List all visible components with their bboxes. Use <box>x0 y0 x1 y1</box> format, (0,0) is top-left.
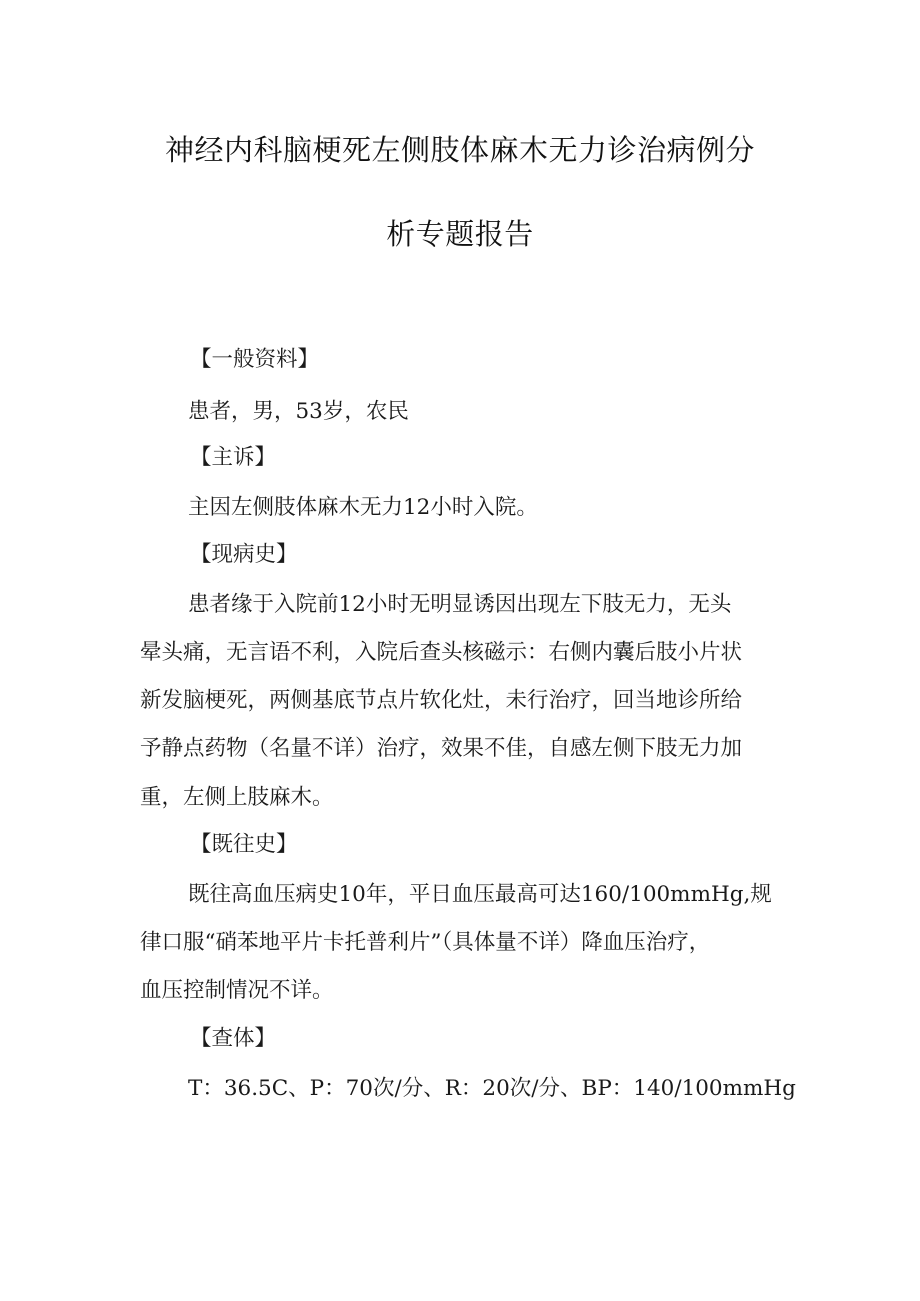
present-illness-line: 新发脑梗死，两侧基底节点片软化灶，未行治疗，回当地诊所给 <box>140 688 743 713</box>
document-title-line-1: 神经内科脑梗死左侧肢体麻木无力诊治病例分 <box>164 133 755 167</box>
present-illness-line: 重，左侧上肢麻木。 <box>140 785 334 810</box>
chief-complaint-line: 主因左侧肢体麻木无力12小时入院。 <box>188 495 538 520</box>
physical-exam-line: T：36.5C、P：70次/分、R：20次/分、BP：140/100mmHg <box>188 1076 796 1101</box>
section-heading-physical-exam: 【查体】 <box>190 1026 277 1051</box>
general-info-line: 患者，男，53岁，农民 <box>188 399 409 424</box>
past-history-line: 既往高血压病史10年，平日血压最高可达160/100mmHg,规 <box>188 882 772 907</box>
past-history-line: 血压控制情况不详。 <box>140 978 334 1003</box>
present-illness-line: 患者缘于入院前12小时无明显诱因出现左下肢无力，无头 <box>188 592 732 617</box>
section-heading-chief-complaint: 【主诉】 <box>190 445 277 470</box>
present-illness-line: 予静点药物（名量不详）治疗，效果不佳，自感左侧下肢无力加 <box>140 736 743 761</box>
past-history-line: 律口服“硝苯地平片卡托普利片”（具体量不详）降血压治疗， <box>140 930 711 955</box>
section-heading-past-history: 【既往史】 <box>190 832 298 857</box>
document-title-line-2: 析专题报告 <box>386 217 534 251</box>
section-heading-general: 【一般资料】 <box>190 347 320 372</box>
present-illness-line: 晕头痛，无言语不利，入院后查头核磁示：右侧内囊后肢小片状 <box>140 640 743 665</box>
section-heading-present-illness: 【现病史】 <box>190 542 298 567</box>
